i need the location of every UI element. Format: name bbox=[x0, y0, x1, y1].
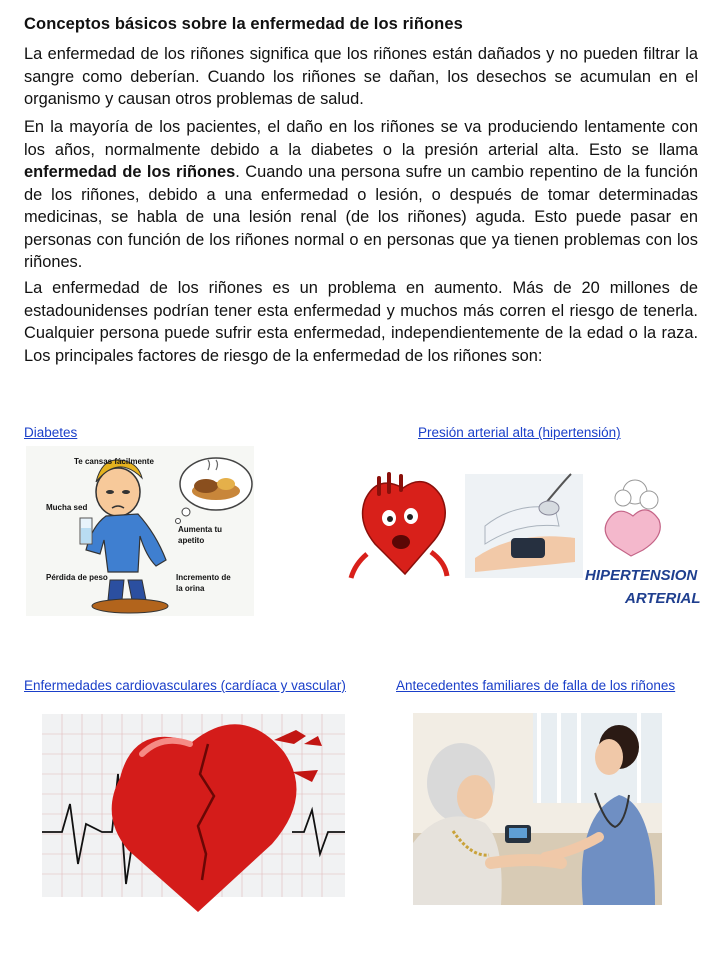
caption-urine-2: la orina bbox=[176, 584, 205, 593]
hypertension-text-line2: ARTERIAL bbox=[625, 590, 701, 607]
paragraph-causes bbox=[24, 116, 698, 274]
link-hypertension[interactable]: Presión arterial alta (hipertensión) bbox=[418, 425, 621, 440]
paragraph-definition: La enfermedad de los riñones significa que los riñones están dañados y no pueden filtrar la sangre como deberían. Cuando los riñones se dañan, los desechos se acumulan en el organismo y causan otros problemas de salud. bbox=[24, 45, 698, 108]
paragraph-risk-factors: La enfermedad de los riñones es un problema en aumento. Más de 20 millones de estadounidenses podrían tener esta enfermedad y muchos más corren el riesgo de tenerla. Cualquier persona puede sufrir esta enfermedad, independientemente de la edad o la raza. Los principales factores de riesgo de la enfermedad de los riñones son: bbox=[24, 279, 698, 365]
page-title: Conceptos básicos sobre la enfermedad de los riñones bbox=[24, 15, 463, 33]
caption-appetite-1: Aumenta tu bbox=[178, 525, 222, 534]
paragraph-causes-bold: enfermedad de los riñones bbox=[24, 163, 236, 181]
link-cardiovascular[interactable]: Enfermedades cardiovasculares (cardíaca y vascular) bbox=[24, 678, 346, 693]
caption-urine-1: Incremento de bbox=[176, 573, 231, 582]
family-history-image bbox=[413, 713, 662, 905]
caption-thirst: Mucha sed bbox=[46, 503, 88, 512]
paragraph-causes-text-a: En la mayoría de los pacientes, el daño en los riñones se va produciendo lentamente con los años, normalmente debido a la diabetes o la presión arterial alta. Esto se llama bbox=[24, 118, 698, 159]
diabetes-illustration bbox=[26, 446, 254, 616]
cardiovascular-image bbox=[42, 714, 345, 897]
hypertension-text-line1: HIPERTENSION bbox=[585, 567, 698, 584]
link-family-history[interactable]: Antecedentes familiares de falla de los riñones bbox=[396, 678, 676, 693]
caption-appetite-2: apetito bbox=[178, 536, 205, 545]
hypertension-illustration bbox=[345, 468, 701, 610]
link-diabetes[interactable]: Diabetes bbox=[24, 425, 78, 440]
paragraph-causes-text-b: . Cuando una persona sufre un cambio repentino de la función de los riñones, debido a una enfermedad o lesión, o después de tomar determinadas medicinas, se habla de una lesión renal (de los riñones) aguda. Esto puede pasar en personas con función de los riñones normal o en personas que ya tienen problemas con los riñones. bbox=[24, 163, 698, 271]
caption-weight: Pérdida de peso bbox=[46, 573, 108, 582]
caption-tired: Te cansas fácilmente bbox=[74, 457, 154, 466]
